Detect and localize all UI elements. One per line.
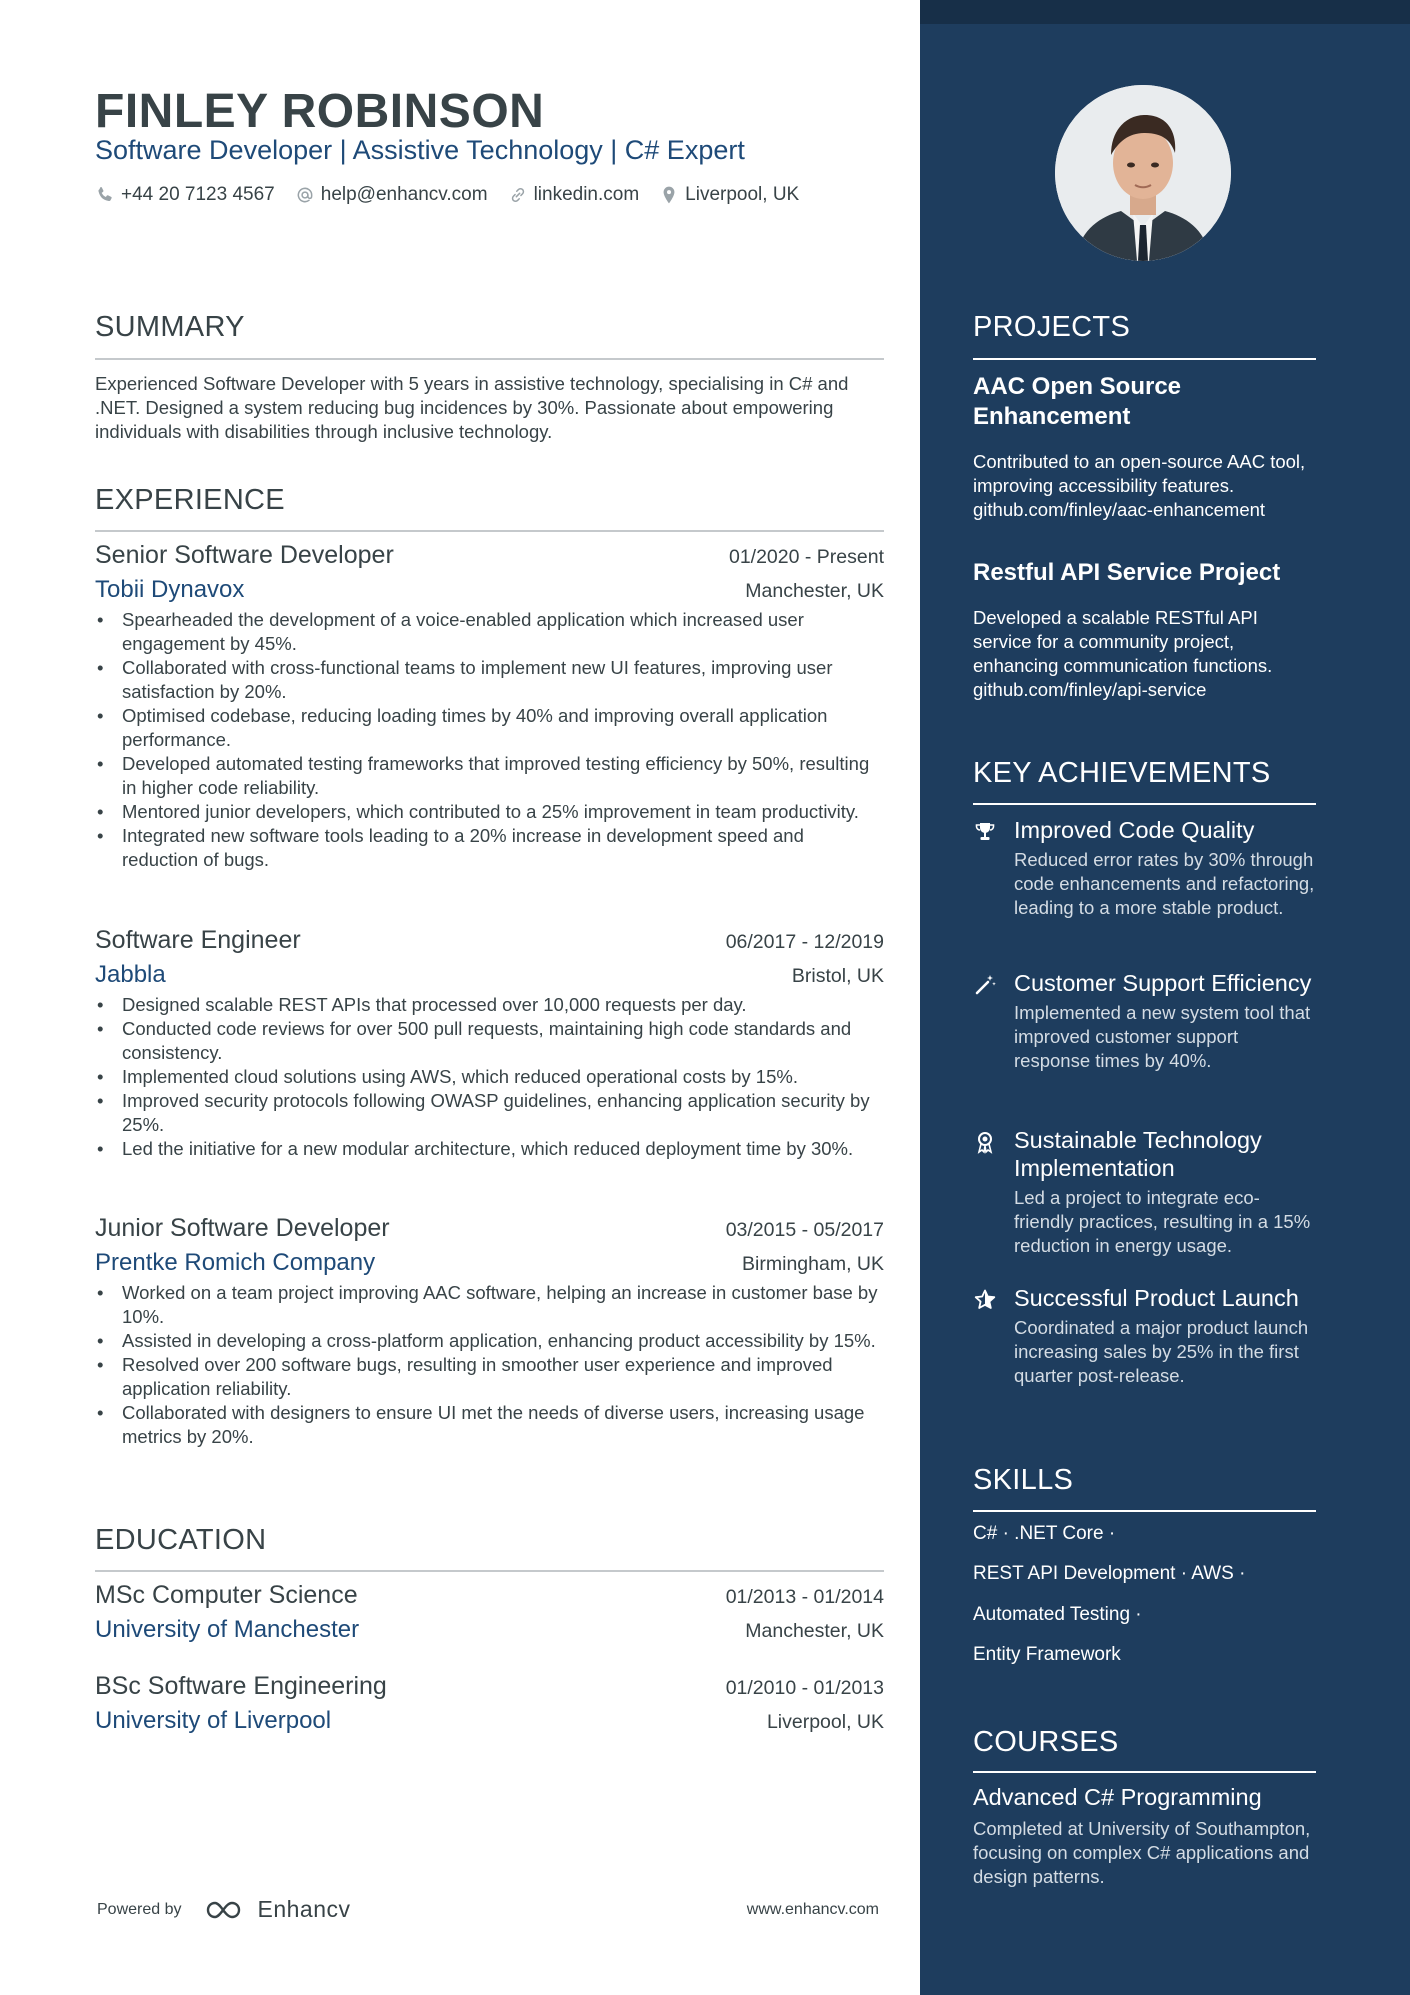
project-text: Contributed to an open-source AAC tool, improving accessibility features. github.com/finley/aac-enhancement	[973, 451, 1306, 520]
bullet-item: • Designed scalable REST APIs that processed over 10,000 requests per day.	[95, 993, 884, 1017]
bullet-item: • Led the initiative for a new modular architecture, which reduced deployment time by 30%.	[95, 1137, 884, 1161]
contact-linkedin[interactable]	[508, 184, 640, 206]
projects-title: PROJECTS	[973, 311, 1131, 343]
skill-line: Automated Testing ·	[973, 1604, 1142, 1625]
course-text: Completed at University of Southampton, focusing on complex C# applications and design patterns.	[973, 1818, 1311, 1887]
education-location: Liverpool, UK	[766, 1711, 884, 1733]
bullet-item: • Worked on a team project improving AAC software, helping an increase in customer base by 10%.	[95, 1281, 884, 1329]
section-divider	[973, 358, 1316, 360]
section-divider	[973, 1771, 1316, 1773]
achievement-text: Reduced error rates by 30% through code enhancements and refactoring, leading to a more stable product.	[1014, 849, 1315, 918]
section-divider	[95, 530, 884, 532]
footer-url[interactable]: www.enhancv.com	[746, 1900, 879, 1918]
education-location: Manchester, UK	[745, 1620, 884, 1642]
job-location: Manchester, UK	[745, 580, 884, 602]
section-divider	[973, 1510, 1316, 1512]
summary-title: SUMMARY	[95, 311, 245, 343]
footer	[97, 1896, 879, 1923]
achievement-item	[973, 969, 1316, 1073]
degree: MSc Computer Science	[95, 1581, 358, 1609]
phone-icon	[95, 185, 115, 205]
project-text: Developed a scalable RESTful API service for a community project, enhancing communication functions. github.com/finley/api-service	[973, 607, 1273, 700]
degree: BSc Software Engineering	[95, 1672, 387, 1700]
bullet-item: • Implemented cloud solutions using AWS, which reduced operational costs by 15%.	[95, 1065, 884, 1089]
education-dates: 01/2010 - 01/2013	[725, 1677, 884, 1699]
skill-line: Entity Framework	[973, 1644, 1121, 1665]
profile-photo-icon	[1055, 85, 1231, 261]
education-title: EDUCATION	[95, 1524, 267, 1556]
section-divider	[95, 1570, 884, 1572]
bullet-item: • Mentored junior developers, which contributed to a 25% improvement in team productivity.	[95, 800, 884, 824]
achievement-item	[973, 816, 1316, 920]
job-dates: 03/2015 - 05/2017	[725, 1219, 884, 1241]
skill-line: REST API Development · AWS ·	[973, 1563, 1246, 1584]
job-entry	[95, 926, 884, 1161]
education-dates: 01/2013 - 01/2014	[725, 1586, 884, 1608]
job-bullets	[95, 608, 884, 872]
project-title: AAC Open Source Enhancement	[973, 373, 1182, 430]
contact-bar	[95, 184, 799, 206]
avatar	[1055, 85, 1231, 261]
bullet-item: • Resolved over 200 software bugs, resulting in smoother user experience and improved application reliability.	[95, 1353, 884, 1401]
achievement-item	[973, 1284, 1316, 1388]
job-bullets	[95, 1281, 884, 1449]
job-role: Senior Software Developer	[95, 541, 394, 569]
bullet-item: • Improved security protocols following OWASP guidelines, enhancing application security by 25%.	[95, 1089, 884, 1137]
course-title: Advanced C# Programming	[973, 1784, 1262, 1810]
section-divider	[973, 803, 1316, 805]
brand-name: Enhancv	[257, 1896, 351, 1922]
powered-by-label: Powered by	[97, 1900, 182, 1918]
bullet-item: • Collaborated with designers to ensure UI met the needs of diverse users, increasing usage metrics by 20%.	[95, 1401, 884, 1449]
location-icon	[659, 185, 679, 205]
achievement-title: Successful Product Launch	[1014, 1285, 1299, 1311]
courses-title: COURSES	[973, 1726, 1119, 1758]
contact-location	[659, 184, 799, 206]
job-bullets	[95, 993, 884, 1161]
section-divider	[95, 358, 884, 360]
project-item	[973, 372, 1316, 522]
enhancv-logo-icon	[204, 1898, 250, 1922]
contact-text: help@enhancv.com	[320, 184, 488, 205]
experience-title: EXPERIENCE	[95, 484, 285, 516]
skill-line: C# · .NET Core ·	[973, 1523, 1116, 1544]
education-entry	[95, 1672, 884, 1735]
contact-email[interactable]	[295, 184, 488, 206]
job-company: Prentke Romich Company	[95, 1249, 376, 1276]
job-company: Tobii Dynavox	[95, 576, 245, 603]
school: University of Liverpool	[95, 1707, 332, 1734]
school: University of Manchester	[95, 1616, 360, 1643]
bullet-item: • Collaborated with cross-functional teams to implement new UI features, improving user satisfaction by 20%.	[95, 656, 884, 704]
bullet-item: • Conducted code reviews for over 500 pull requests, maintaining high code standards and consistency.	[95, 1017, 884, 1065]
bullet-item: • Assisted in developing a cross-platform application, enhancing product accessibility by 15%.	[95, 1329, 884, 1353]
job-entry	[95, 541, 884, 872]
brand-logo[interactable]	[204, 1896, 351, 1923]
star-icon	[973, 1288, 997, 1312]
achievement-title: Customer Support Efficiency	[1014, 970, 1312, 996]
headline: Software Developer | Assistive Technology | C# Expert	[95, 135, 745, 165]
skills-title: SKILLS	[973, 1464, 1074, 1496]
achievement-title: Improved Code Quality	[1014, 817, 1255, 843]
contact-text: Liverpool, UK	[685, 184, 800, 205]
award-ribbon-icon	[973, 1130, 997, 1154]
bullet-item: • Spearheaded the development of a voice-enabled application which increased user engagement by 45%.	[95, 608, 884, 656]
contact-phone[interactable]	[95, 184, 275, 206]
summary-text: Experienced Software Developer with 5 years in assistive technology, specialising in C# and .NET. Designed a system reducing bug incidences by 30%. Passionate about empowering individuals with disabilities through inclusive technology.	[95, 373, 849, 442]
achievement-title: Sustainable Technology Implementation	[1014, 1127, 1262, 1181]
achievements-title: KEY ACHIEVEMENTS	[973, 757, 1271, 789]
sidebar-top-strip	[920, 0, 1410, 24]
powered-by	[97, 1896, 351, 1923]
achievement-text: Led a project to integrate eco-friendly practices, resulting in a 15% reduction in energy usage.	[1014, 1187, 1311, 1256]
candidate-name: FINLEY ROBINSON	[95, 85, 545, 138]
link-icon	[508, 185, 528, 205]
trophy-icon	[973, 820, 997, 844]
contact-text: +44 20 7123 4567	[121, 184, 275, 205]
at-icon	[295, 185, 315, 205]
bullet-item: • Optimised codebase, reducing loading times by 40% and improving overall application performance.	[95, 704, 884, 752]
contact-text: linkedin.com	[533, 184, 640, 205]
bullet-item: • Integrated new software tools leading to a 20% increase in development speed and reduction of bugs.	[95, 824, 884, 872]
job-dates: 06/2017 - 12/2019	[725, 931, 884, 953]
course-item	[973, 1784, 1316, 1889]
achievement-item	[973, 1126, 1316, 1258]
job-dates: 01/2020 - Present	[728, 546, 884, 568]
job-role: Software Engineer	[95, 926, 301, 954]
job-role: Junior Software Developer	[95, 1214, 390, 1242]
magic-wand-icon	[973, 973, 997, 997]
education-entry	[95, 1581, 884, 1644]
achievement-text: Implemented a new system tool that improved customer support response times by 40%.	[1014, 1002, 1311, 1071]
bullet-item: • Developed automated testing frameworks that improved testing efficiency by 50%, resulting in higher code reliability.	[95, 752, 884, 800]
project-title: Restful API Service Project	[973, 559, 1281, 586]
achievement-text: Coordinated a major product launch increasing sales by 25% in the first quarter post-release.	[1014, 1317, 1309, 1386]
job-location: Bristol, UK	[791, 965, 884, 987]
job-entry	[95, 1214, 884, 1449]
job-company: Jabbla	[95, 961, 166, 988]
project-item	[973, 558, 1316, 702]
job-location: Birmingham, UK	[742, 1253, 884, 1275]
